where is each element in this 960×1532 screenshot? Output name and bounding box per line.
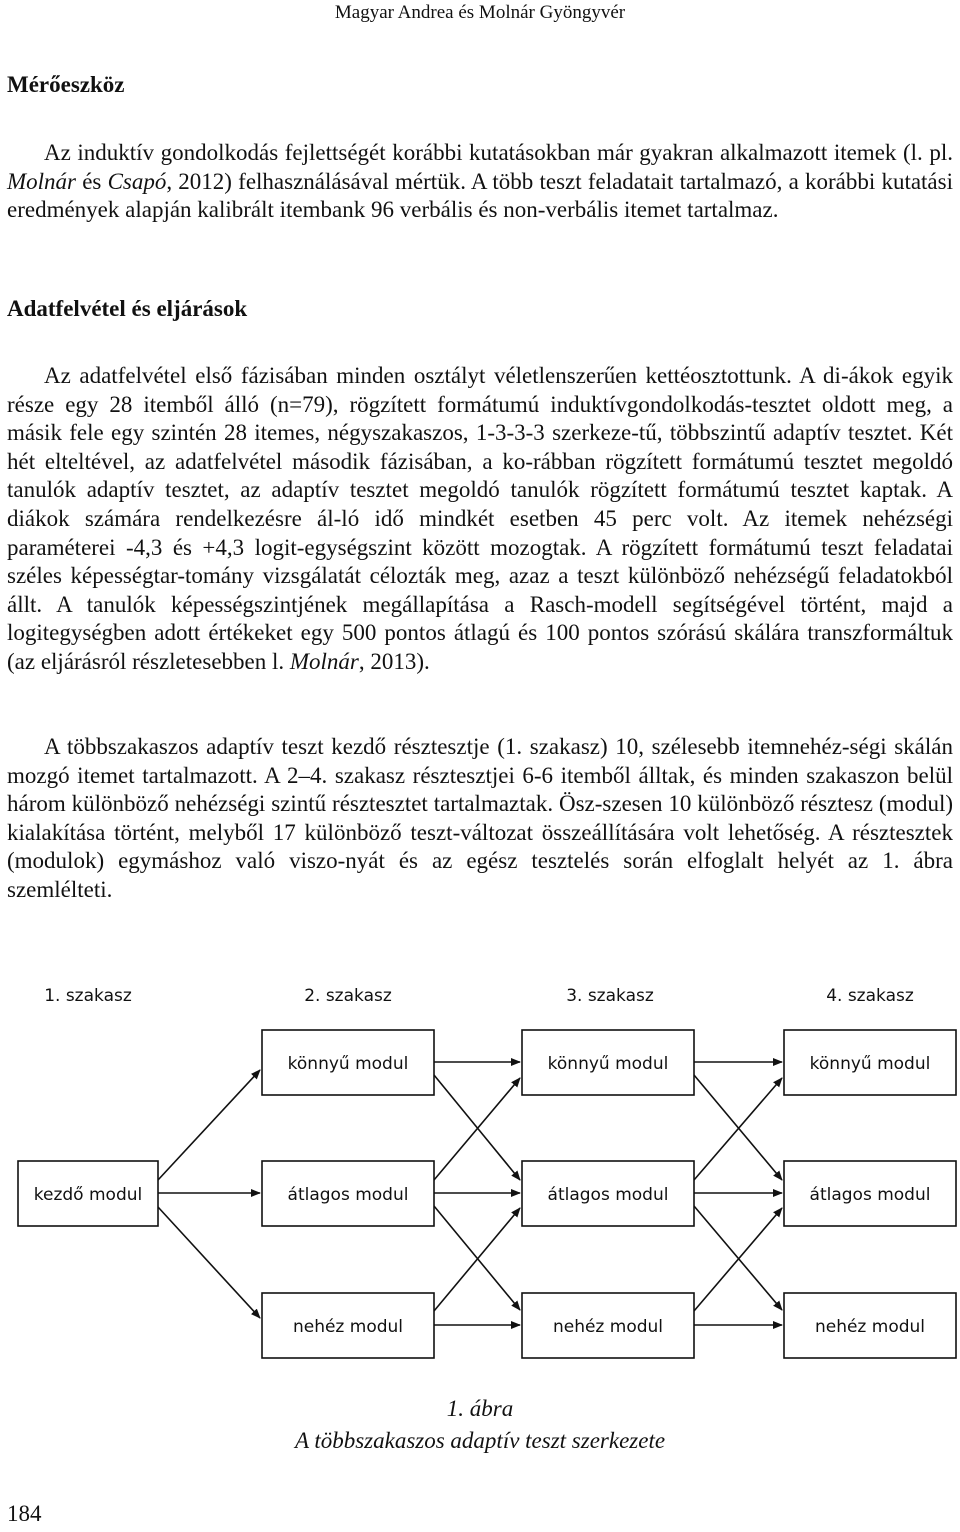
figure-title: A többszakaszos adaptív teszt szerkezete [294, 1428, 666, 1453]
stage-label-4: 4. szakasz [826, 986, 914, 1006]
module-label-medium-2: átlagos modul [287, 1185, 409, 1205]
running-header: Magyar Andrea és Molnár Gyöngyvér [334, 2, 626, 23]
p1-citation-author-2: Csapó [107, 168, 167, 194]
stage-label-2: 2. szakasz [304, 986, 392, 1006]
section-heading-procedures: Adatfelvétel és eljárások [7, 296, 248, 321]
module-label-medium-3: átlagos modul [547, 1185, 669, 1205]
section-heading-measure: Mérőeszköz [7, 72, 125, 97]
module-label-start: kezdő modul [33, 1185, 143, 1205]
p2-text-b: , 2013). [358, 648, 430, 674]
p2-text-a: Az adatfelvétel első fázisában minden osztályt véletlenszerűen kettéosztottunk. A di-ákok egyik része egy 28 itemből álló (n=79), rögzített formátumú induktívgondolkodás-tesztet oldott meg, a másik fele egy szintén 28 itemes, négyszakaszos, 1-3-3-3 szerkeze-tű, többszintű adaptív tesztet. Két hét elteltével, az adatfelvétel második fázisában, a ko-rábban rögzített formátumú tesztet megoldó tanulók adaptív tesztet, az adaptív tesztet megoldó tanulók rögzített formátumú tesztet kaptak. A diákok számára rendelkezésre ál-ló idő mindkét esetben 45 perc volt. Az itemek nehézségi paraméterei -4,3 és +4,3 logit-egységszint között mozogtak. A rögzített formátumú teszt feladatai széles képességtar-tomány vizsgálatát célozták meg, azaz a teszt különböző nehézségű feladatokból állt. A tanulók képességszintjének megállapítása a Rasch-modell segítségével történt, majd a logitegységben adott értékeket egy 500 pontos átlagú és 100 pontos szórású skálára transzformáltuk (az eljárásról részletesebben l. [7, 363, 953, 674]
figure-caption [0, 1393, 960, 1457]
paragraph-adaptive-test [7, 733, 953, 905]
p1-citation-author-1: Molnár [7, 168, 76, 194]
page-number: 184 [7, 1501, 42, 1526]
arrow-start-to-easy [158, 1070, 260, 1180]
module-label-easy-3: könnyű modul [547, 1054, 669, 1074]
structure-diagram [0, 970, 960, 1360]
p1-text-b: és [76, 168, 108, 194]
stage-label-3: 3. szakasz [566, 986, 654, 1006]
stage-label-1: 1. szakasz [44, 986, 132, 1006]
arrow-start-to-hard [158, 1207, 260, 1318]
figure-number: 1. ábra [446, 1396, 514, 1421]
module-label-hard-2: nehéz modul [292, 1317, 404, 1337]
module-label-hard-3: nehéz modul [552, 1317, 664, 1337]
paragraph-data-collection [7, 362, 953, 677]
p1-text-c: , 2012) felhasználásával mértük. A több teszt feladatait tartalmazó, a korábbi kutatási eredmények alapján kalibrált itembank 96 verbális és non-verbális itemet tartalmaz. [7, 168, 953, 223]
paragraph-measure [7, 139, 953, 225]
figure-adaptive-test-structure [0, 970, 960, 1360]
module-label-easy-4: könnyű modul [809, 1054, 931, 1074]
module-label-medium-4: átlagos modul [809, 1185, 931, 1205]
p1-text-a: Az induktív gondolkodás fejlettségét korábbi kutatásokban már gyakran alkalmazott itemek (l. pl. [44, 140, 953, 165]
module-label-easy-2: könnyű modul [287, 1054, 409, 1074]
p2-citation-author: Molnár [289, 648, 359, 674]
module-label-hard-4: nehéz modul [814, 1317, 926, 1337]
p3-text: A többszakaszos adaptív teszt kezdő résztesztje (1. szakasz) 10, szélesebb itemnehéz-ségi skálán mozgó itemet tartalmazott. A 2–4. szakasz résztesztjei 6-6 itemből álltak, és minden szakaszon belül három különböző nehézségi szintű résztesztet tartalmaztak. Ösz-szesen 10 különböző résztesz (modul) kialakítása történt, melyből 17 különböző teszt-változat összeállítására volt lehetőség. A résztesztek (modulok) egymáshoz való viszo-nyát és az egész tesztelés során elfoglalt helyét az 1. ábra szemlélteti. [7, 734, 953, 902]
